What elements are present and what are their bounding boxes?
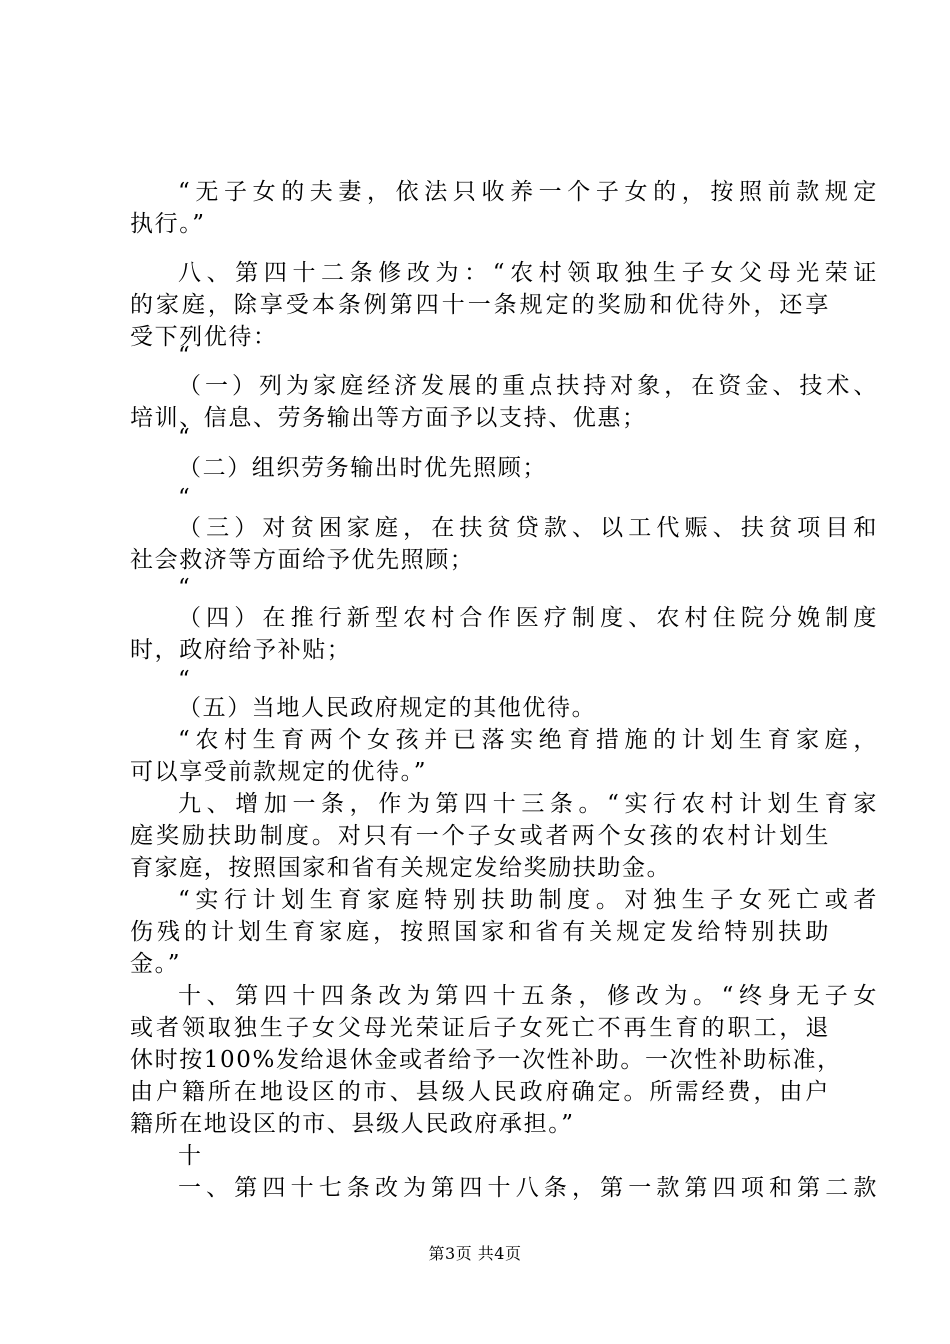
text-line: 或者领取独生子女父母光荣证后子女死亡不再生育的职工，退 bbox=[130, 1015, 830, 1041]
text-line: “实行计划生育家庭特别扶助制度。对独生子女死亡或者 bbox=[178, 887, 878, 913]
text-line: 十、第四十四条改为第四十五条，修改为。“终身无子女 bbox=[178, 983, 878, 1009]
text-line: （三）对贫困家庭，在扶贫贷款、以工代赈、扶贫项目和 bbox=[178, 515, 878, 541]
text-line: 庭奖励扶助制度。对只有一个子女或者两个女孩的农村计划生 bbox=[130, 823, 830, 849]
text-line: 育家庭，按照国家和省有关规定发给奖励扶助金。 bbox=[130, 855, 672, 881]
text-line: “ bbox=[178, 485, 192, 511]
text-line: 金。” bbox=[130, 951, 182, 977]
text-line: 由户籍所在地设区的市、县级人民政府确定。所需经费，由户 bbox=[130, 1079, 830, 1105]
text-line: （四）在推行新型农村合作医疗制度、农村住院分娩制度 bbox=[178, 605, 878, 631]
text-line: “无子女的夫妻，依法只收养一个子女的，按照前款规定 bbox=[178, 179, 878, 205]
text-line: 受下列优待： bbox=[130, 324, 278, 350]
text-line: （二）组织劳务输出时优先照顾； bbox=[178, 455, 547, 481]
text-line: （一）列为家庭经济发展的重点扶持对象，在资金、技术、 bbox=[178, 373, 878, 399]
text-line: 执行。” bbox=[130, 211, 206, 237]
page-number-footer: 第3页 共4页 bbox=[428, 1244, 522, 1263]
text-line: 可以享受前款规定的优待。” bbox=[130, 759, 428, 785]
text-line: “ bbox=[178, 343, 192, 369]
text-line: 九、增加一条，作为第四十三条。“实行农村计划生育家 bbox=[178, 791, 878, 817]
text-line: 一、第四十七条改为第四十八条，第一款第四项和第二款 bbox=[178, 1175, 878, 1201]
text-line: “农村生育两个女孩并已落实绝育措施的计划生育家庭， bbox=[178, 727, 878, 753]
text-line: 培训、信息、劳务输出等方面予以支持、优惠； bbox=[130, 405, 647, 431]
text-line: 十 bbox=[178, 1143, 203, 1169]
text-line: “ bbox=[178, 425, 192, 451]
text-line: “ bbox=[178, 575, 192, 601]
text-line: 休时按100%发给退休金或者给予一次性补助。一次性补助标准， bbox=[130, 1047, 842, 1073]
text-line: 时，政府给予补贴； bbox=[130, 637, 352, 663]
text-line: “ bbox=[178, 667, 192, 693]
text-line: 的家庭，除享受本条例第四十一条规定的奖励和优待外，还享 bbox=[130, 292, 830, 318]
text-line: 籍所在地设区的市、县级人民政府承担。” bbox=[130, 1111, 575, 1137]
text-line: 社会救济等方面给予优先照顾； bbox=[130, 547, 475, 573]
text-line: 伤残的计划生育家庭，按照国家和省有关规定发给特别扶助 bbox=[130, 919, 830, 945]
text-line: （五）当地人民政府规定的其他优待。 bbox=[178, 695, 597, 721]
text-line: 八、第四十二条修改为：“农村领取独生子女父母光荣证 bbox=[178, 260, 878, 286]
